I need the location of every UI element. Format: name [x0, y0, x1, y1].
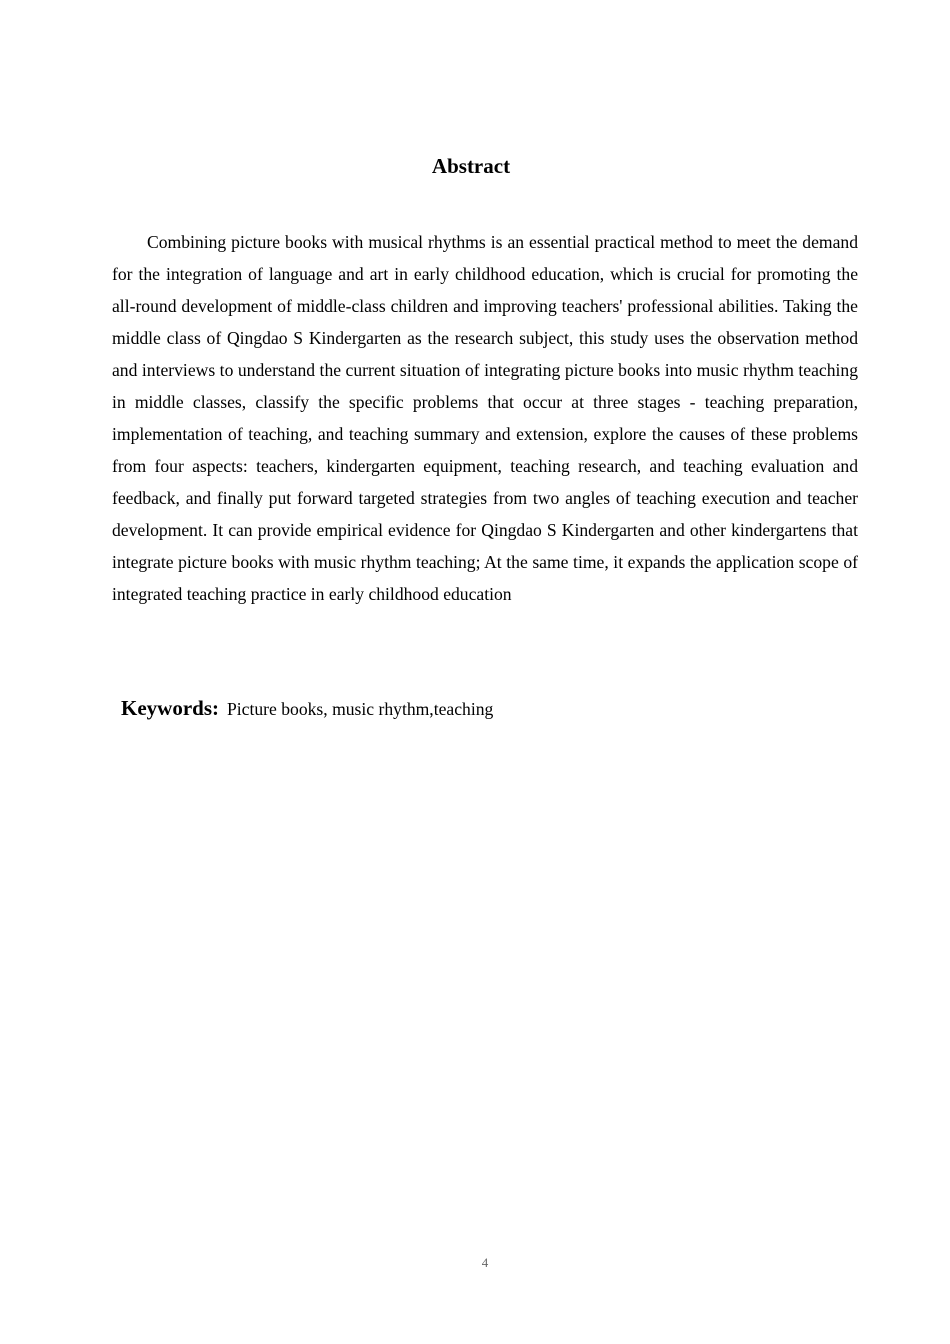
abstract-body: Combining picture books with musical rhythms is an essential practical method to meet the demand for the integration of language and art in early childhood education, which is crucial for promoting the all-round development of middle-class children and improving teachers' professional abilities. Taking the middle class of Qingdao S Kindergarten as the research subject, this study uses the observation method and interviews to understand the current situation of integrating picture books into music rhythm teaching in middle classes, classify the specific problems that occur at three stages - teaching preparation, implementation of teaching, and teaching summary and extension, explore the causes of these problems from four aspects: teachers, kindergarten equipment, teaching research, and teaching evaluation and feedback, and finally put forward targeted strategies from two angles of teaching execution and teacher development. It can provide empirical evidence for Qingdao S Kindergarten and other kindergartens that integrate picture books with music rhythm teaching; At the same time, it expands the application scope of integrated teaching practice in early childhood education	[112, 232, 858, 604]
keywords-label: Keywords:	[121, 696, 219, 720]
abstract-title: Abstract	[431, 154, 511, 178]
page-number: 4	[481, 1255, 489, 1270]
keywords-line	[121, 692, 861, 725]
keywords-text: Picture books, music rhythm,teaching	[227, 699, 494, 719]
